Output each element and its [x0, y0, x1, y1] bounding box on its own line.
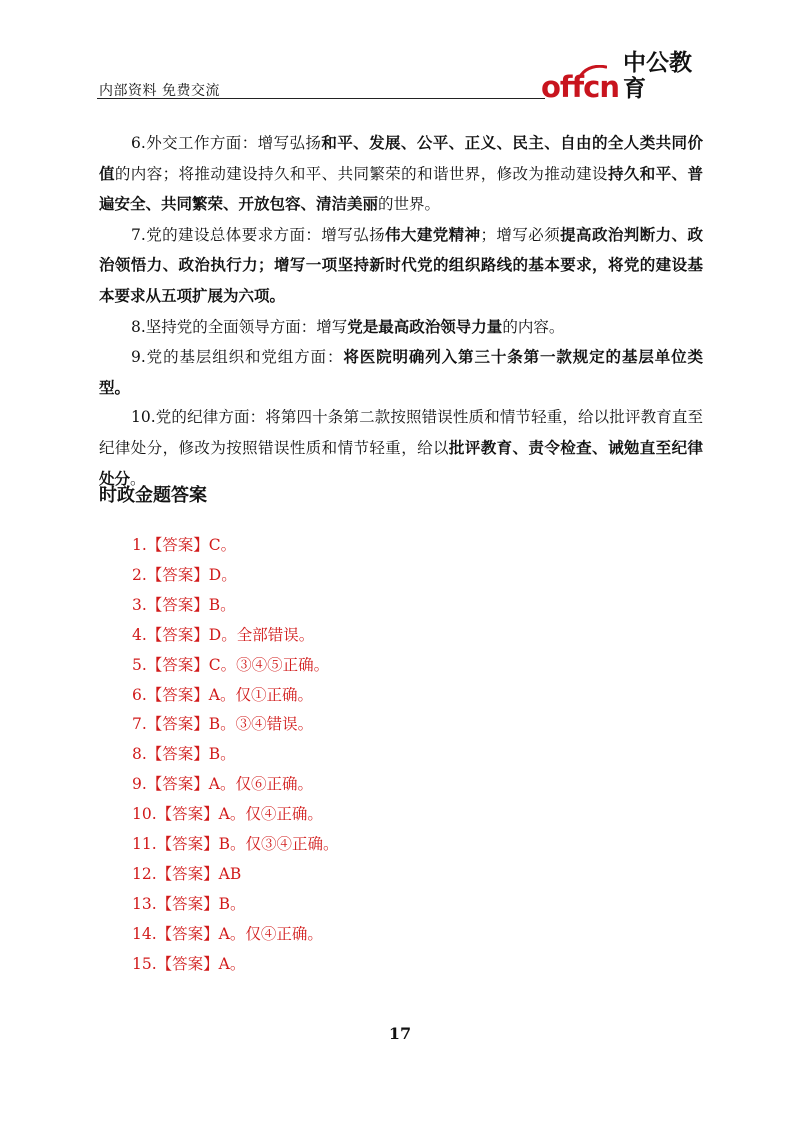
p8-text-a: 8.坚持党的全面领导方面：增写 [131, 317, 348, 336]
logo-english [541, 70, 619, 104]
p10-text-b: 。 [130, 469, 146, 488]
answer-list [132, 531, 339, 980]
answer-item: 9.【答案】A。仅⑥正确。 [132, 775, 313, 794]
page-number: 17 [388, 1024, 412, 1043]
answer-item: 4.【答案】D。全部错误。 [132, 625, 315, 644]
logo-chinese: 中公教育 [623, 50, 692, 102]
answer-item: 1.【答案】C。 [132, 536, 237, 554]
logo-swoosh-icon [579, 65, 607, 77]
p9-bold-a: 将医院明确列入第三十条第一款规定的基层单位类型。 [99, 347, 703, 397]
p7-text-a: 7.党的建设总体要求方面：增写弘扬 [131, 225, 385, 244]
p10-bold-a: 批评教育、责令检查、诫勉直至纪律处分 [99, 437, 703, 488]
answer-item: 8.【答案】B。 [132, 745, 236, 764]
p6-text-a: 6.外交工作方面：增写弘扬 [131, 134, 322, 152]
p7-bold-a: 伟大建党精神 [385, 224, 481, 244]
header-rule [97, 98, 545, 99]
page-header [97, 50, 703, 104]
p8-bold-a: 党是最高政治领导力量 [347, 316, 503, 336]
p6-text-b: 的内容；将推动建设持久和平、共同繁荣的和谐世界，修改为推动建设 [114, 164, 608, 183]
logo-english-text: offcn [541, 70, 619, 104]
offcn-logo [541, 50, 703, 104]
answer-item: 14.【答案】A。仅④正确。 [132, 924, 323, 943]
paragraph-6 [99, 128, 703, 220]
p6-bold-a: 和平、发展、公平、正义、民主、自由的全人类共同价值 [99, 133, 703, 183]
answer-item: 11.【答案】B。仅③④正确。 [132, 835, 339, 854]
answer-item: 5.【答案】C。③④⑤正确。 [132, 655, 330, 674]
p10-text-a: 10.党的纪律方面：将第四十条第二款按照错误性质和情节轻重，给以批评教育直至纪律处分，修改为按照错误性质和情节轻重，给以 [99, 408, 703, 457]
answer-item: 10.【答案】A。仅④正确。 [132, 805, 323, 824]
answer-item: 2.【答案】D。 [132, 565, 237, 584]
p7-bold-b: 提高政治判断力、政治领悟力、政治执行力；增写一项坚持新时代党的组织路线的基本要求，将党的建设基本要求从五项扩展为六项。 [99, 224, 703, 305]
header-label: 内部资料 免费交流 [99, 83, 220, 99]
answer-item: 3.【答案】B。 [132, 595, 236, 614]
p6-bold-b: 持久和平、普遍安全、共同繁荣、开放包容、清洁美丽 [99, 163, 703, 214]
document-body [99, 128, 703, 494]
p6-text-c: 的世界。 [378, 195, 441, 214]
paragraph-7 [99, 220, 703, 312]
paragraph-9 [99, 342, 703, 403]
answer-item: 12.【答案】AB [132, 864, 242, 883]
p8-text-b: 的内容。 [502, 317, 565, 336]
answer-item: 7.【答案】B。③④错误。 [132, 715, 314, 734]
p9-text-a: 9.党的基层组织和党组方面： [131, 348, 344, 367]
p7-text-b: ；增写必须 [480, 225, 561, 244]
answer-item: 13.【答案】B。 [132, 894, 246, 913]
section-title: 时政金题答案 [99, 485, 207, 506]
paragraph-8 [99, 312, 703, 343]
answer-item: 6.【答案】A。仅①正确。 [132, 685, 313, 704]
answer-item: 15.【答案】A。 [132, 954, 246, 973]
